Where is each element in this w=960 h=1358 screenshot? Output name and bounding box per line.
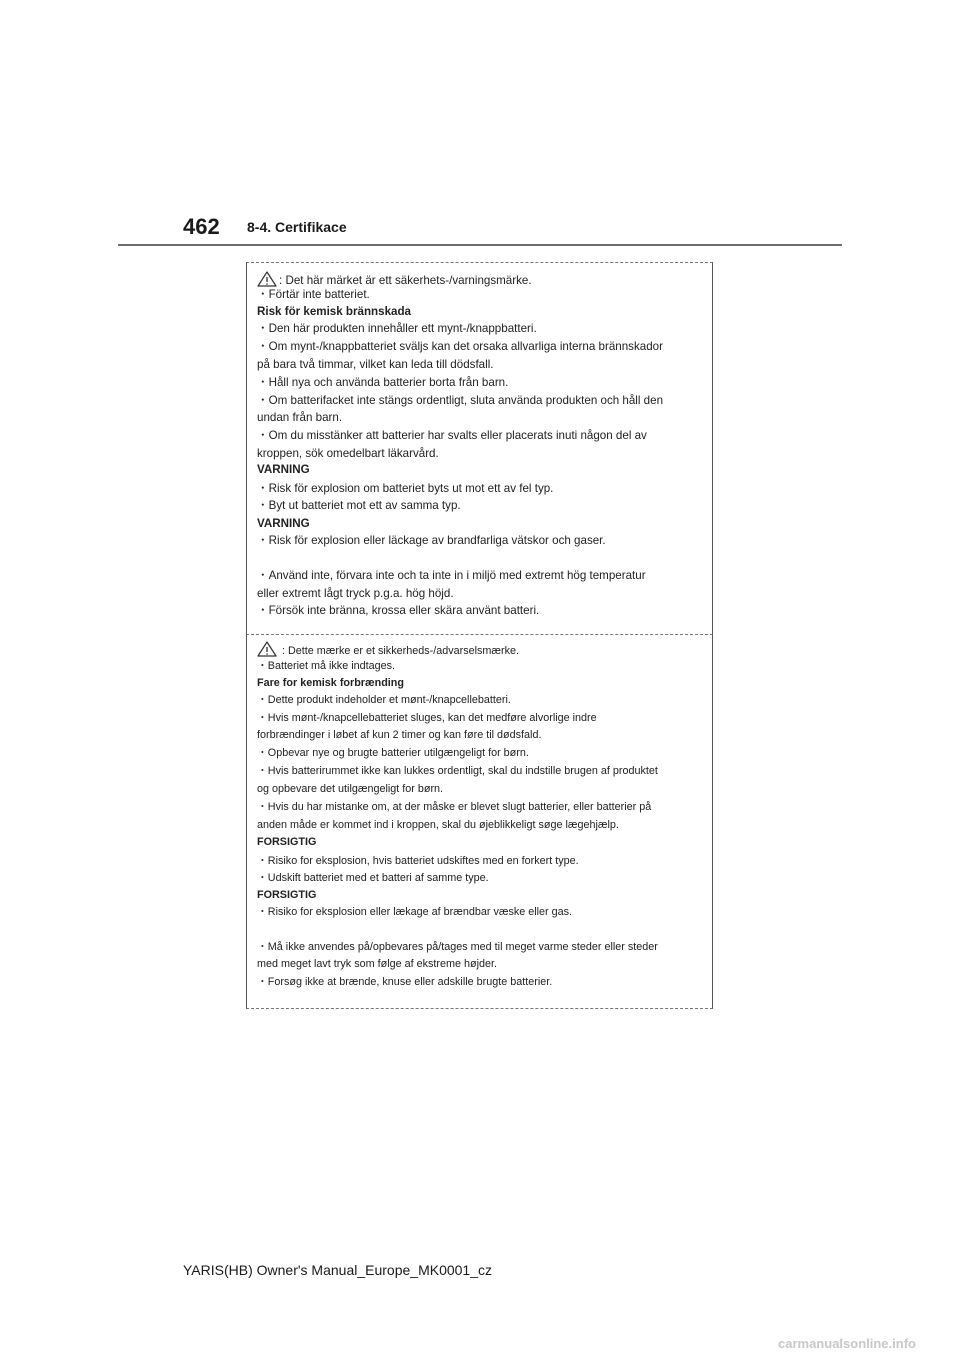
label-line [257,641,709,658]
header-divider [118,244,842,246]
label-line [257,394,709,408]
label-line [257,358,709,372]
label-line [257,534,709,548]
label-text: ・Den här produkten innehåller ett mynt-/knappbatteri. [257,322,537,335]
label-heading [257,305,709,319]
label-text: ・Försök inte bränna, krossa eller skära använt batteri. [257,604,540,617]
section-title: 8-4. Certifikace [247,219,347,235]
label-text: ・Byt ut batteriet mot ett av samma typ. [257,499,461,512]
label-text: anden måde er kommet ind i kroppen, skal du øjeblikkeligt søge lægehjælp. [257,819,619,831]
label-text: FORSIGTIG [257,889,317,901]
label-line [257,429,709,443]
label-text: FORSIGTIG [257,836,317,848]
label-line [257,764,709,778]
page-header [0,0,960,250]
label-line [257,782,709,796]
label-text: ・Risiko for eksplosion, hvis batteriet udskiftes med en forkert type. [257,855,579,867]
page-number: 462 [183,214,220,239]
label-text: ・Hvis batterirummet ikke kan lukkes ordentligt, skal du indstille brugen af produktet [257,765,658,777]
label-text: ・Använd inte, förvara inte och ta inte in i miljö med extremt hög temperatur [257,569,646,582]
label-line [257,587,709,601]
label-line [257,854,709,868]
label-text: ・Om du misstänker att batterier har svalts eller placerats inuti någon del av [257,429,647,442]
label-text: VARNING [257,517,310,530]
label-text: ・Om mynt-/knappbatteriet sväljs kan det orsaka allvarliga interna brännskador [257,340,663,353]
label-line [257,871,709,885]
label-text: ・Risiko for eksplosion eller lækage af brændbar væske eller gas. [257,906,573,918]
label-line [257,411,709,425]
label-text: ・Batteriet må ikke indtages. [257,660,396,672]
label-line [257,728,709,742]
label-text: med meget lavt tryk som følge af ekstreme højder. [257,958,498,970]
label-text: Risk för kemisk brännskada [257,305,412,318]
warning-triangle-icon [257,641,277,657]
label-text: ・Må ikke anvendes på/opbevares på/tages med til meget varme steder eller steder [257,941,658,953]
label-line [257,659,709,673]
label-line [257,322,709,336]
label-line [257,940,709,954]
label-line [257,604,709,618]
label-text: ・Opbevar nye og brugte batterier utilgængeligt for børn. [257,747,529,759]
label-line [257,447,709,461]
label-text: på bara två timmar, vilket kan leda till dödsfall. [257,358,494,371]
label-line [257,499,709,513]
label-text: ・Forsøg ikke at brænde, knuse eller adskille brugte batterier. [257,976,553,988]
label-text: ・Hvis du har mistanke om, at der måske er blevet slugt batterier, eller batterier på [257,801,652,813]
label-text: kroppen, sök omedelbart läkarvård. [257,447,439,460]
label-line [257,340,709,354]
label-text: ・Risk för explosion om batteriet byts ut mot ett av fel typ. [257,482,554,495]
label-text: ・Dette produkt indeholder et mønt-/knapcellebatteri. [257,694,511,706]
label-text: VARNING [257,463,310,476]
label-text: eller extremt lågt tryck p.g.a. hög höjd. [257,587,454,600]
label-text: ・Hvis mønt-/knapcellebatteriet sluges, kan det medføre alvorlige indre [257,712,597,724]
label-text: ・Förtär inte batteriet. [257,288,370,301]
label-line [257,288,709,302]
label-heading [257,676,709,690]
label-text: Fare for kemisk forbrænding [257,677,404,689]
label-line [257,376,709,390]
label-line [257,711,709,725]
label-text: ・Risk för explosion eller läckage av brandfarliga vätskor och gaser. [257,534,606,547]
label-line [257,569,709,583]
watermark: carmanualsonline.info [778,1336,916,1351]
danish-warning-label [246,634,713,1009]
label-heading [257,463,709,477]
label-text: ・Om batterifacket inte stängs ordentligt, sluta använda produkten och håll den [257,394,664,407]
label-line [257,975,709,989]
footer-manual-id: YARIS(HB) Owner's Manual_Europe_MK0001_cz [183,1262,492,1278]
label-line [257,271,709,288]
label-heading [257,888,709,902]
label-text: forbrændinger i løbet af kun 2 timer og kan føre til dødsfald. [257,729,542,741]
label-text: : Dette mærke er et sikkerheds-/advarselsmærke. [279,645,520,657]
label-line [257,905,709,919]
label-line [257,482,709,496]
label-line [257,746,709,760]
label-text: ・Udskift batteriet med et batteri af samme type. [257,872,489,884]
label-heading [257,517,709,531]
label-text: og opbevare det utilgængeligt for børn. [257,783,444,795]
warning-triangle-icon [257,271,277,287]
label-text: ・Håll nya och använda batterier borta från barn. [257,376,509,389]
label-line [257,818,709,832]
label-text: undan från barn. [257,411,343,424]
label-heading [257,835,709,849]
label-line [257,800,709,814]
label-line [257,957,709,971]
swedish-warning-label [246,262,713,634]
label-line [257,693,709,707]
label-text: : Det här märket är ett säkerhets-/varningsmärke. [279,274,532,287]
